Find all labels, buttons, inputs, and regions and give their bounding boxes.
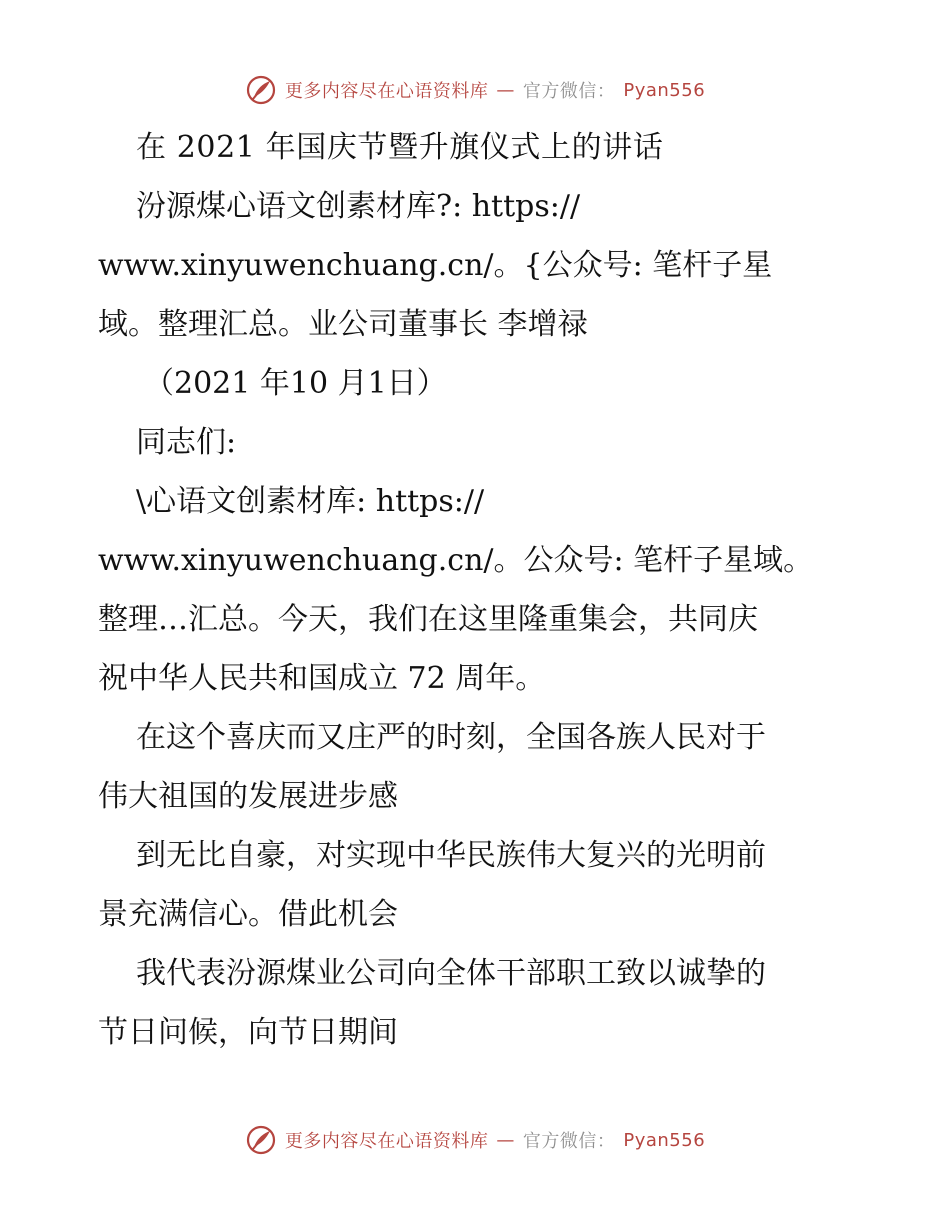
banner-wechat-id: Pyan556 (623, 1129, 706, 1151)
paragraph-line: 我代表汾源煤业公司向全体干部职工致以诚挚的 (136, 956, 766, 991)
banner-wechat-label: 官方微信： (522, 81, 616, 102)
paragraph-line: \心语文创素材库: https:// (136, 484, 485, 519)
paragraph-line: 节日问候，向节日期间 (98, 1015, 398, 1050)
banner-separator: — (496, 1129, 515, 1151)
paragraph-line: 伟大祖国的发展进步感 (98, 779, 398, 814)
banner-wechat-label: 官方微信： (522, 1131, 616, 1152)
banner-brand-text: 更多内容尽在心语资料库 (284, 1131, 489, 1152)
paragraph-line: 到无比自豪，对实现中华民族伟大复兴的光明前 (136, 838, 766, 873)
paragraph-line: 整理…汇总。今天，我们在这里隆重集会，共同庆 (98, 602, 758, 637)
document-title: 在 2021 年国庆节暨升旗仪式上的讲话 (136, 130, 664, 165)
header-banner (0, 70, 950, 110)
feather-pen-icon (245, 1124, 277, 1156)
document-body (98, 118, 858, 1062)
paragraph-line: 汾源煤心语文创素材库?: https:// (136, 189, 581, 224)
banner-wechat-id: Pyan556 (623, 79, 706, 101)
banner-brand-text: 更多内容尽在心语资料库 (284, 81, 489, 102)
feather-pen-icon (245, 74, 277, 106)
footer-banner (0, 1120, 950, 1160)
banner-separator: — (496, 79, 515, 101)
paragraph-line: 祝中华人民共和国成立 72 周年。 (98, 661, 546, 696)
paragraph-line: 域。整理汇总。业公司董事长 李增禄 (98, 307, 588, 342)
speech-date: （2021 年10 月1日） (144, 366, 447, 401)
paragraph-line: www.xinyuwenchuang.cn/。{公众号: 笔杆子星 (98, 248, 773, 283)
paragraph-line: 在这个喜庆而又庄严的时刻，全国各族人民对于 (136, 720, 766, 755)
salutation: 同志们: (136, 425, 237, 460)
paragraph-line: www.xinyuwenchuang.cn/。公众号: 笔杆子星域。 (98, 543, 814, 578)
paragraph-line: 景充满信心。借此机会 (98, 897, 398, 932)
